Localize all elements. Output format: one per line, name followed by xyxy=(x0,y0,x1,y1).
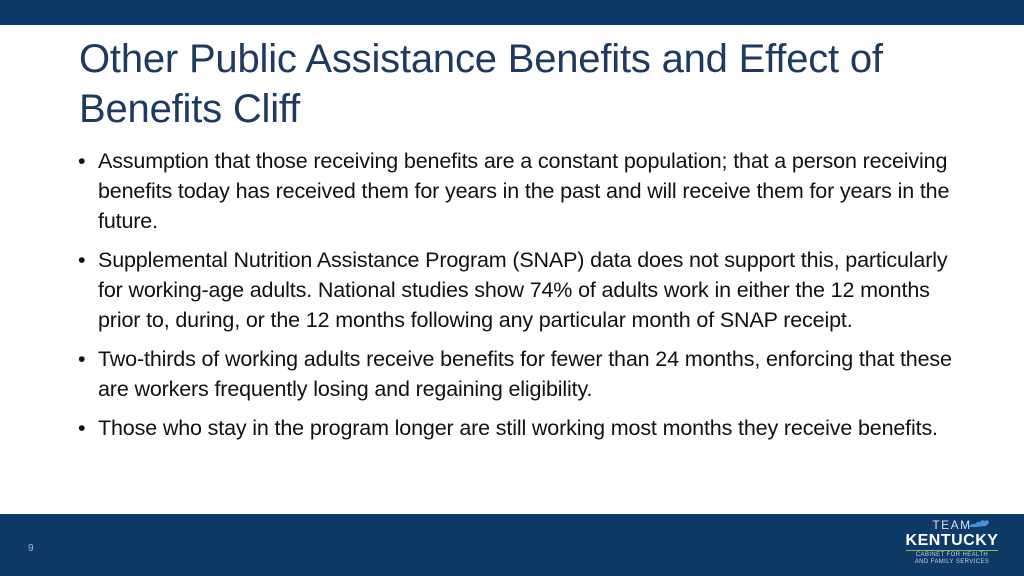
logo-cabinet-line1: CABINET FOR HEALTH xyxy=(915,552,989,558)
team-kentucky-logo xyxy=(898,519,1006,573)
logo-kentucky-text: KENTUCKY xyxy=(905,532,999,549)
bullet-item xyxy=(78,146,958,236)
bullet-text: Assumption that those receiving benefits are a constant population; that a person receiving benefits today has received them for years in the past and will receive them for years in the future. xyxy=(98,149,950,233)
bullet-item xyxy=(78,344,958,404)
logo-cabinet-line2: AND FAMILY SERVICES xyxy=(914,559,990,565)
logo-team-text: TEAM xyxy=(898,519,1006,532)
bullet-list xyxy=(78,146,958,452)
bullet-item xyxy=(78,413,958,443)
page-number: 9 xyxy=(28,543,34,554)
bullet-item xyxy=(78,245,958,335)
bullet-text: Those who stay in the program longer are still working most months they receive benefits. xyxy=(98,416,938,440)
slide-title: Other Public Assistance Benefits and Effect of Benefits Cliff xyxy=(79,37,883,131)
footer-banner xyxy=(0,514,1024,576)
bullet-marker: • xyxy=(78,248,86,272)
bullet-text: Two-thirds of working adults receive benefits for fewer than 24 months, enforcing that these are workers frequently losing and regaining eligibility. xyxy=(98,347,952,401)
bullet-marker: • xyxy=(78,416,86,440)
bullet-marker: • xyxy=(78,149,86,173)
bullet-marker: • xyxy=(78,347,86,371)
kentucky-state-icon xyxy=(968,519,990,528)
logo-divider xyxy=(906,550,998,551)
top-banner xyxy=(0,0,1024,25)
bullet-text: Supplemental Nutrition Assistance Program (SNAP) data does not support this, particularly for working-age adults. National studies show 74% of adults work in either the 12 months prior to, during, or the 12 months following any particular month of SNAP receipt. xyxy=(98,248,948,332)
